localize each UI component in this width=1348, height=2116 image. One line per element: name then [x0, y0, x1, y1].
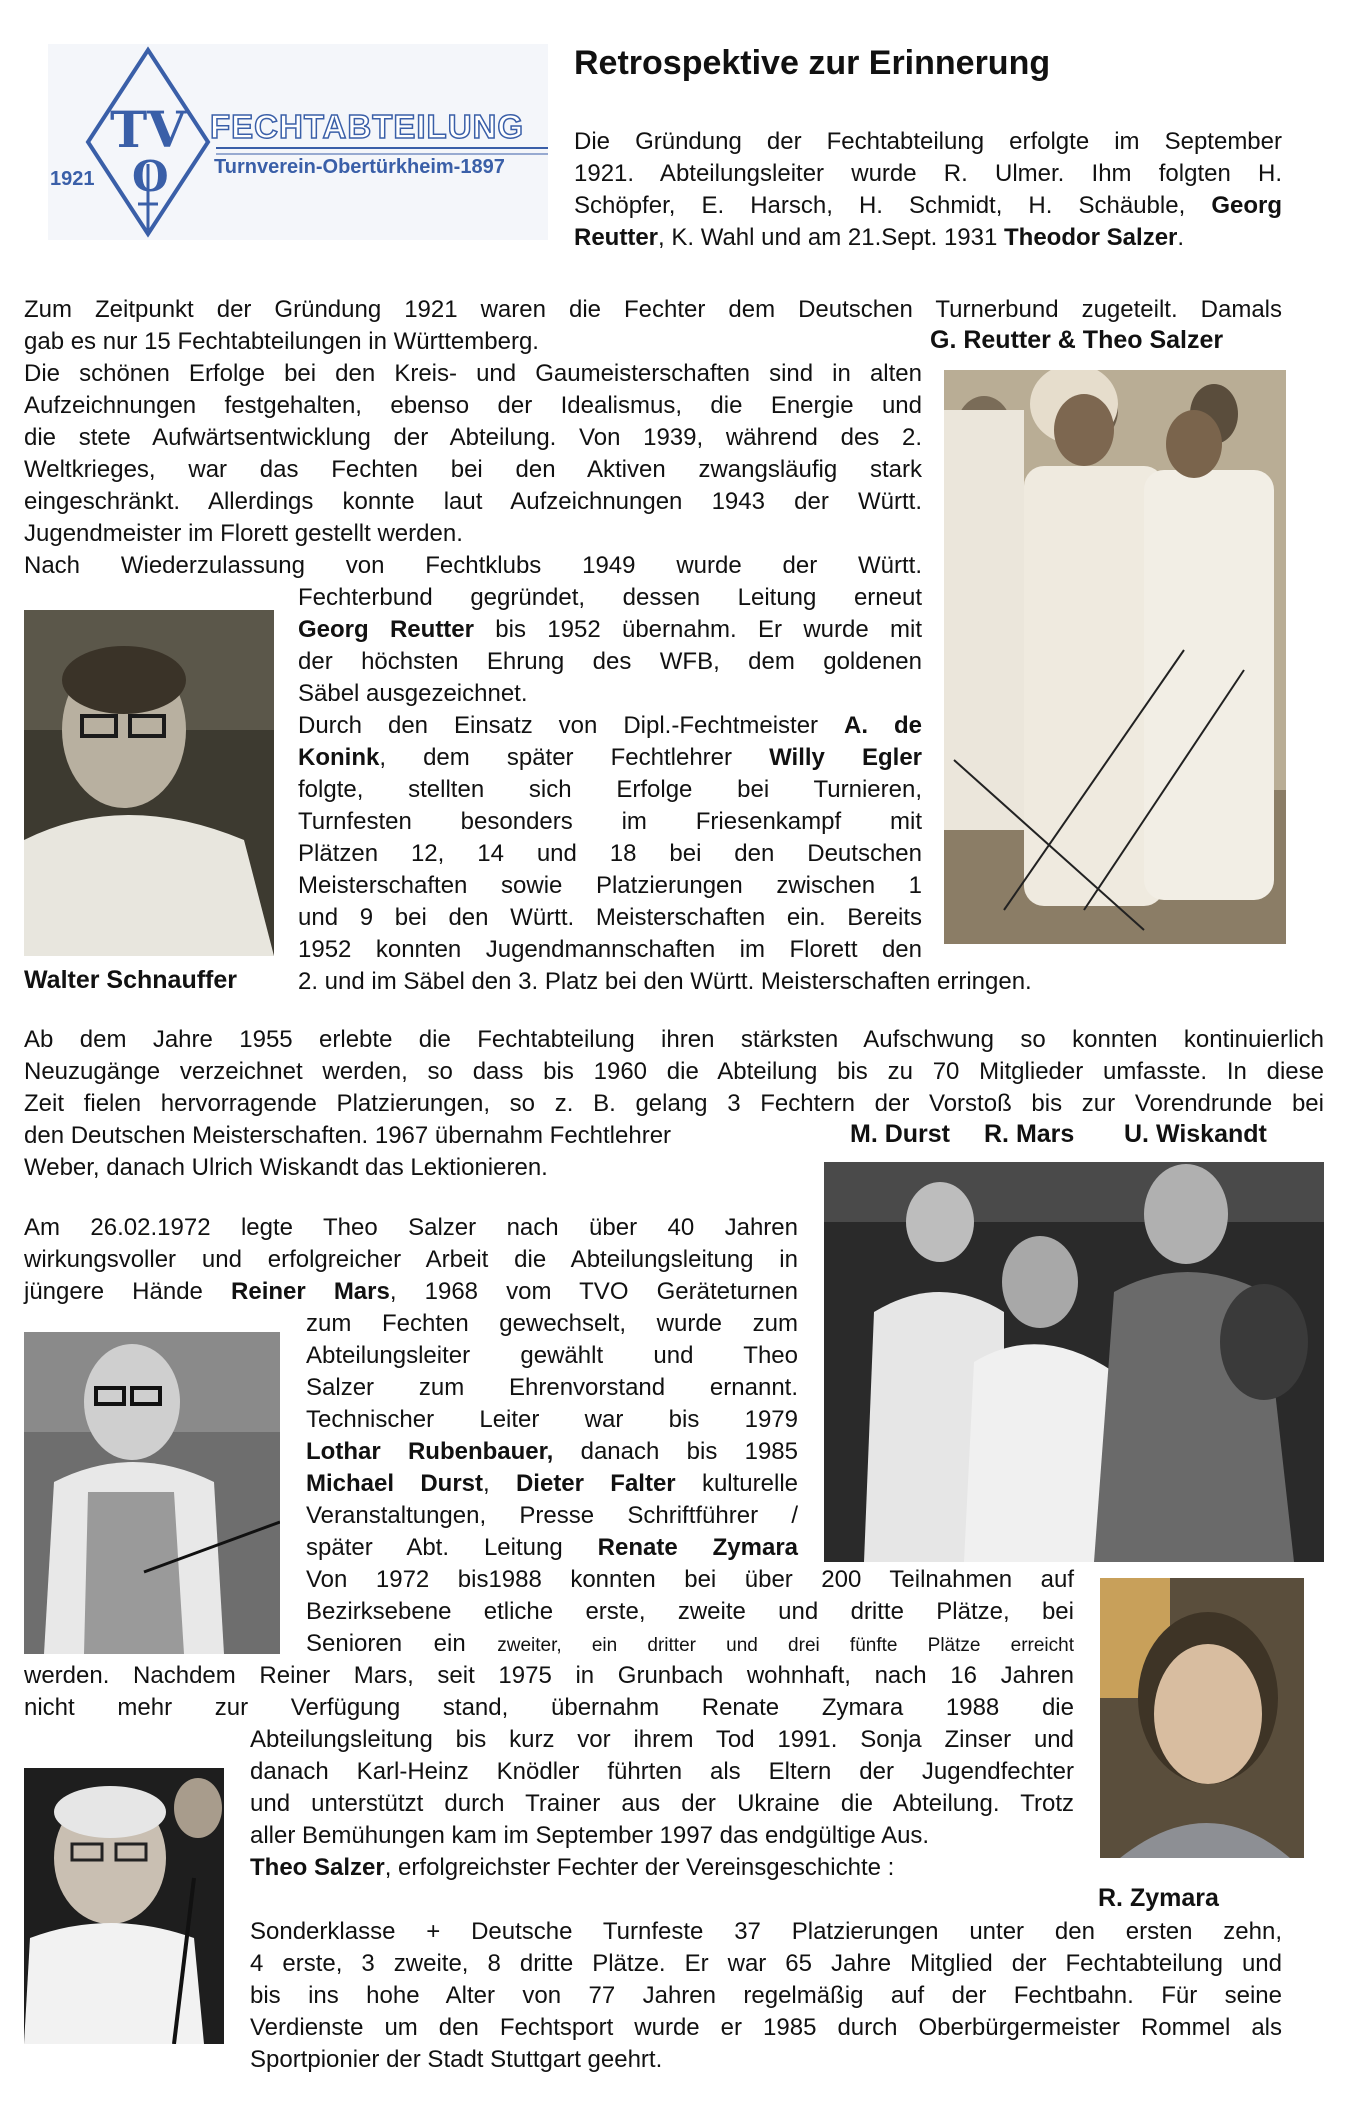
s3-block-d: werden. Nachdem Reiner Mars, seit 1975 in Grunbach wohnhaft, nach 16 Jahren nicht mehr zur Verfügung stand, übernahm Renate Zymara 1988 die [24, 1662, 1074, 1721]
photo-reiner-mars [24, 1332, 280, 1654]
logo-letter-o: O [132, 152, 169, 201]
intro-paragraph: Die Gründung der Fechtabteilung erfolgte im September 1921. Abteilungsleiter wurde R. Ulmer. Ihm folgten H. Schöpfer, E. Harsch, H. Schmidt, H. Schäuble, Georg Reutter, K. Wahl und am 21.Sept. 1931 Theodor Salzer. [574, 128, 1282, 251]
portrait-salzer-graphic [24, 1768, 224, 2044]
s3-block-c: Von 1972 bis1988 konnten bei über 200 Teilnahmen auf Bezirksebene etliche erste, zweite und dritte Plätze, bei Senioren ein zweiter, ein dritter und drei fünfte Plätze erreicht [306, 1566, 1075, 1657]
s1-block-b: Fechterbund gegründet, dessen Leitung erneut Georg Reutter bis 1952 übernahm. Er wurde mit der höchsten Ehrung des WFB, dem goldenen Säbel ausgezeichnet. Durch den Einsatz von Dipl.-Fechtmeister A. de Konink, dem später Fechtlehrer Willy Egler folgte, stellten sich Erfolge bei Turnieren, Turnfesten besonders im Friesenkampf mit Plätzen 12, 14 und 18 bei den Deutschen Meisterschaften sowie Platzierungen zwischen 1 und 9 bei den Württ. Meisterschaften ein. Bereits 1952 konnten Jugendmannschaften im Florett den 2. und im Säbel den 3. Platz bei den Württ. Meisterschaften erringen. [298, 584, 1032, 995]
logo-name: FECHTABTEILUNG [210, 108, 525, 145]
logo-subtitle: Turnverein-Obertürkheim-1897 [214, 156, 505, 178]
photo-durst-mars-wiskandt [824, 1162, 1324, 1562]
caption-durst: M. Durst [850, 1120, 950, 1148]
logo-year: 1921 [50, 168, 95, 190]
photo-renate-zymara [1100, 1578, 1304, 1858]
caption-zymara: R. Zymara [1098, 1884, 1219, 1912]
group-photo-graphic [824, 1162, 1324, 1562]
caption-mars: R. Mars [984, 1120, 1075, 1148]
page-title: Retrospektive zur Erinnerung [574, 44, 1051, 82]
s1-block-a: Die schönen Erfolge bei den Kreis- und Gaumeisterschaften sind in alten Aufzeichnungen festgehalten, ebenso der Idealismus, die Energie und die stete Aufwärtsentwicklung der Abteilung. Von 1939, während des 2. Weltkrieges, war das Fechten bei den Aktiven zwangsläufig stark eingeschränkt. Allerdings konnte laut Aufzeichnungen 1943 der Württ. Jugendmeister im Florett gestellt werden. Nach Wiederzulassung von Fechtklubs 1949 wurde der Württ. [24, 360, 922, 579]
photo-reutter-salzer [944, 370, 1286, 944]
photo-walter-schnauffer [24, 610, 274, 956]
portrait-zymara-graphic [1100, 1578, 1304, 1858]
logo-letters: TV [110, 100, 187, 159]
photo-theo-salzer [24, 1768, 224, 2044]
s3-block-f: Sonderklasse + Deutsche Turnfeste 37 Platzierungen unter den ersten zehn, 4 erste, 3 zweite, 8 dritte Plätze. Er war 65 Jahre Mitglied der Fechtabteilung und bis ins hohe Alter von 77 Jahren regelmäßig auf der Fechtbahn. Für seine Verdienste um den Fechtsport wurde er 1985 durch Oberbürgermeister Rommel als Sportpionier der Stadt Stuttgart geehrt. [250, 1918, 1282, 2073]
portrait-mars-graphic [24, 1332, 280, 1654]
caption-schnauffer: Walter Schnauffer [24, 966, 238, 994]
s2-block: Ab dem Jahre 1955 erlebte die Fechtabteilung ihren stärksten Aufschwung so konnten kontinuierlich Neuzugänge verzeichnet werden, so dass bis 1960 die Abteilung bis zu 70 Mitglieder umfasste. In diese Zeit fielen hervorragende Platzierungen, so z. B. gelang 3 Fechtern der Vorstoß bis zur Vorendrunde bei den Deutschen Meisterschaften. 1967 übernahm Fechtlehrer Weber, danach Ulrich Wiskandt das Lektionieren. [24, 1026, 1324, 1181]
portrait-schnauffer-graphic [24, 610, 274, 956]
s3-block-b: zum Fechten gewechselt, wurde zum Abteilungsleiter gewählt und Theo Salzer zum Ehrenvorstand ernannt. Technischer Leiter war bis 1979 Lothar Rubenbauer, danach bis 1985 Michael Durst, Dieter Falter kulturelle Veranstaltungen, Presse Schriftführer / später Abt. Leitung Renate Zymara [306, 1310, 799, 1561]
caption-reutter-salzer: G. Reutter & Theo Salzer [930, 326, 1224, 354]
caption-wiskandt: U. Wiskandt [1124, 1120, 1267, 1148]
s3-block-a: Am 26.02.1972 legte Theo Salzer nach über 40 Jahren wirkungsvoller und erfolgreicher Arbeit die Abteilungsleitung in jüngere Hände Reiner Mars, 1968 vom TVO Geräteturnen [24, 1214, 799, 1305]
fencers-photo-graphic [944, 370, 1286, 944]
s1-line-1: Zum Zeitpunkt der Gründung 1921 waren die Fechter dem Deutschen Turnerbund zugeteilt. Damals [24, 296, 1282, 323]
club-logo [48, 44, 548, 240]
s1-line-2: gab es nur 15 Fechtabteilungen in Württemberg. [24, 328, 539, 355]
s3-block-e: Abteilungsleitung bis kurz vor ihrem Tod 1991. Sonja Zinser und danach Karl-Heinz Knödler führten als Eltern der Jugendfechter und unterstützt durch Trainer aus der Ukraine die Abteilung. Trotz aller Bemühungen kam im September 1997 das endgültige Aus. Theo Salzer, erfolgreichster Fechter der Vereinsgeschichte : [250, 1726, 1074, 1881]
